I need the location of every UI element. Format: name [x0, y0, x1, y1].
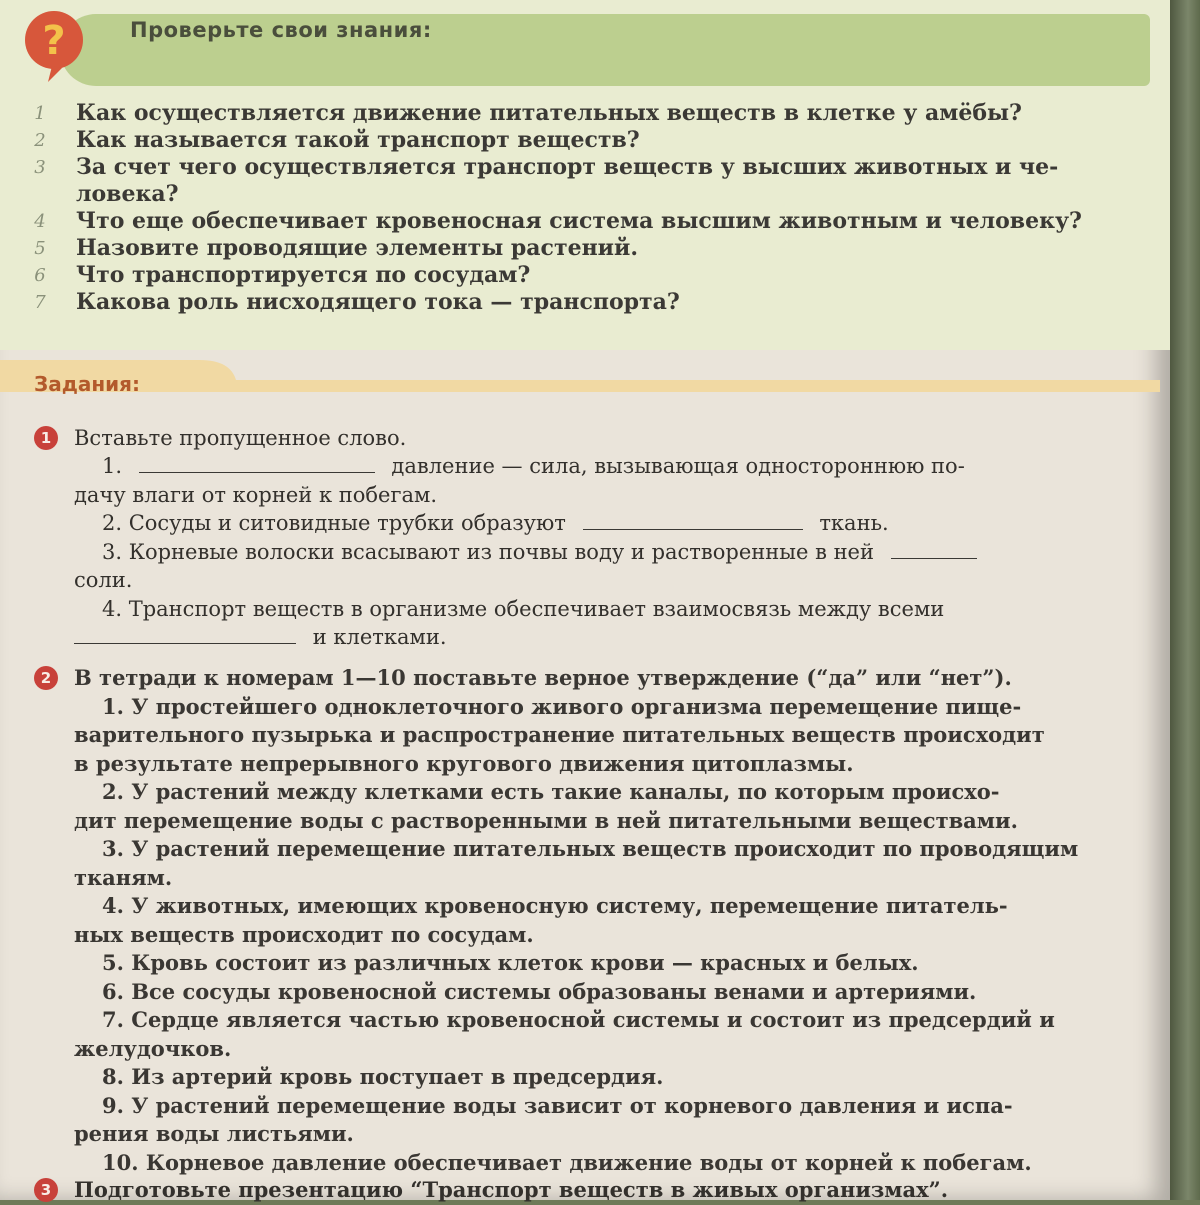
- line-text: ткань.: [819, 511, 889, 535]
- question-mark-icon: [22, 8, 86, 84]
- question-text-continued: ловека?: [76, 181, 179, 207]
- task-line: варительного пузырька и распространение питательных веществ происходит: [74, 722, 1045, 747]
- answer-blank[interactable]: [891, 540, 977, 559]
- check-title: Проверьте свои знания:: [130, 18, 432, 42]
- task-line: дит перемещение воды с растворенными в ней питательными веществами.: [74, 807, 1018, 833]
- task-line: [74, 538, 1144, 567]
- task-line: 4. Транспорт веществ в организме обеспечивает взаимосвязь между всеми: [102, 596, 945, 621]
- question-number: 5: [34, 238, 46, 259]
- task-1: [34, 424, 1144, 652]
- tasks-header-bar: [0, 358, 1160, 414]
- question-number: 7: [34, 292, 46, 313]
- question-list: [30, 100, 1140, 316]
- task-line: 8. Из артерий кровь поступает в предсердия.: [102, 1064, 664, 1089]
- question-item: [30, 100, 1140, 127]
- task-line: В тетради к номерам 1—10 поставьте верное утверждение (“да” или “нет”).: [74, 665, 1012, 690]
- task-2: [34, 664, 1144, 1177]
- question-text: За счет чего осуществляется транспорт веществ у высших животных и че-: [76, 154, 1059, 180]
- question-number: 3: [34, 157, 46, 178]
- answer-blank[interactable]: [139, 454, 375, 473]
- task-badge: 2: [34, 666, 58, 690]
- item-number: 1.: [102, 454, 123, 478]
- task-line: 10. Корневое давление обеспечивает движение воды от корней к побегам.: [102, 1149, 1032, 1175]
- question-text: Что транспортируется по сосудам?: [76, 262, 531, 288]
- check-knowledge-section: [0, 0, 1170, 350]
- task-line: 2. У растений между клетками есть такие каналы, по которым происхо-: [102, 779, 1000, 804]
- task-line: [74, 452, 1144, 481]
- task-line: соли.: [74, 568, 133, 592]
- task-line: в результате непрерывного кругового движения цитоплазмы.: [74, 750, 854, 776]
- task-line: ных веществ происходит по сосудам.: [74, 921, 534, 947]
- task-line: дачу влаги от корней к побегам.: [74, 482, 438, 507]
- question-text: Назовите проводящие элементы растений.: [76, 235, 638, 261]
- task-badge: 1: [34, 426, 58, 450]
- question-number: 4: [34, 211, 46, 232]
- task-line: [74, 509, 1144, 538]
- question-number: 6: [34, 265, 46, 286]
- task-intro: Вставьте пропущенное слово.: [74, 426, 407, 450]
- answer-blank[interactable]: [74, 625, 296, 644]
- task-line: [74, 623, 1144, 652]
- question-item: [30, 154, 1140, 208]
- question-item: [30, 262, 1140, 289]
- svg-text:?: ?: [42, 18, 66, 64]
- task-line: тканям.: [74, 864, 173, 890]
- task-line: 3. У растений перемещение питательных веществ происходит по проводящим: [102, 836, 1079, 861]
- task-3: [34, 1176, 1144, 1205]
- question-number: 1: [34, 103, 46, 124]
- task-line: Подготовьте презентацию “Транспорт веществ в живых организмах”.: [74, 1177, 949, 1202]
- line-text: и клетками.: [312, 625, 447, 649]
- task-line: 7. Сердце является частью кровеносной системы и состоит из предсердий и: [102, 1007, 1055, 1032]
- task-line: рения воды листьями.: [74, 1121, 354, 1146]
- task-line: 9. У растений перемещение воды зависит от корневого давления и испа-: [102, 1092, 1013, 1118]
- page-edge: [1170, 0, 1200, 1200]
- question-item: [30, 208, 1140, 235]
- line-text: давление — сила, вызывающая одностороннюю по-: [391, 454, 965, 478]
- question-item: [30, 289, 1140, 316]
- question-text: Как осуществляется движение питательных веществ в клетке у амёбы?: [76, 100, 1022, 126]
- line-text: 2. Сосуды и ситовидные трубки образуют: [102, 511, 566, 535]
- question-text: Какова роль нисходящего тока — транспорта?: [76, 289, 680, 315]
- question-item: [30, 127, 1140, 154]
- task-line: желудочков.: [74, 1035, 232, 1061]
- line-text: 3. Корневые волоски всасывают из почвы воду и растворенные в ней: [102, 539, 874, 564]
- task-line: 6. Все сосуды кровеносной системы образованы венами и артериями.: [102, 978, 977, 1004]
- question-number: 2: [34, 130, 46, 151]
- task-badge: 3: [34, 1178, 58, 1202]
- tasks-title: Задания:: [34, 372, 141, 396]
- task-line: 1. У простейшего одноклеточного живого организма перемещение пище-: [102, 693, 1022, 719]
- answer-blank[interactable]: [583, 511, 803, 530]
- question-text: Что еще обеспечивает кровеносная система высшим животным и человеку?: [76, 208, 1082, 234]
- question-item: [30, 235, 1140, 262]
- task-line: 4. У животных, имеющих кровеносную систему, перемещение питатель-: [102, 893, 1008, 918]
- question-text: Как называется такой транспорт веществ?: [76, 127, 640, 153]
- task-line: 5. Кровь состоит из различных клеток крови — красных и белых.: [102, 950, 919, 975]
